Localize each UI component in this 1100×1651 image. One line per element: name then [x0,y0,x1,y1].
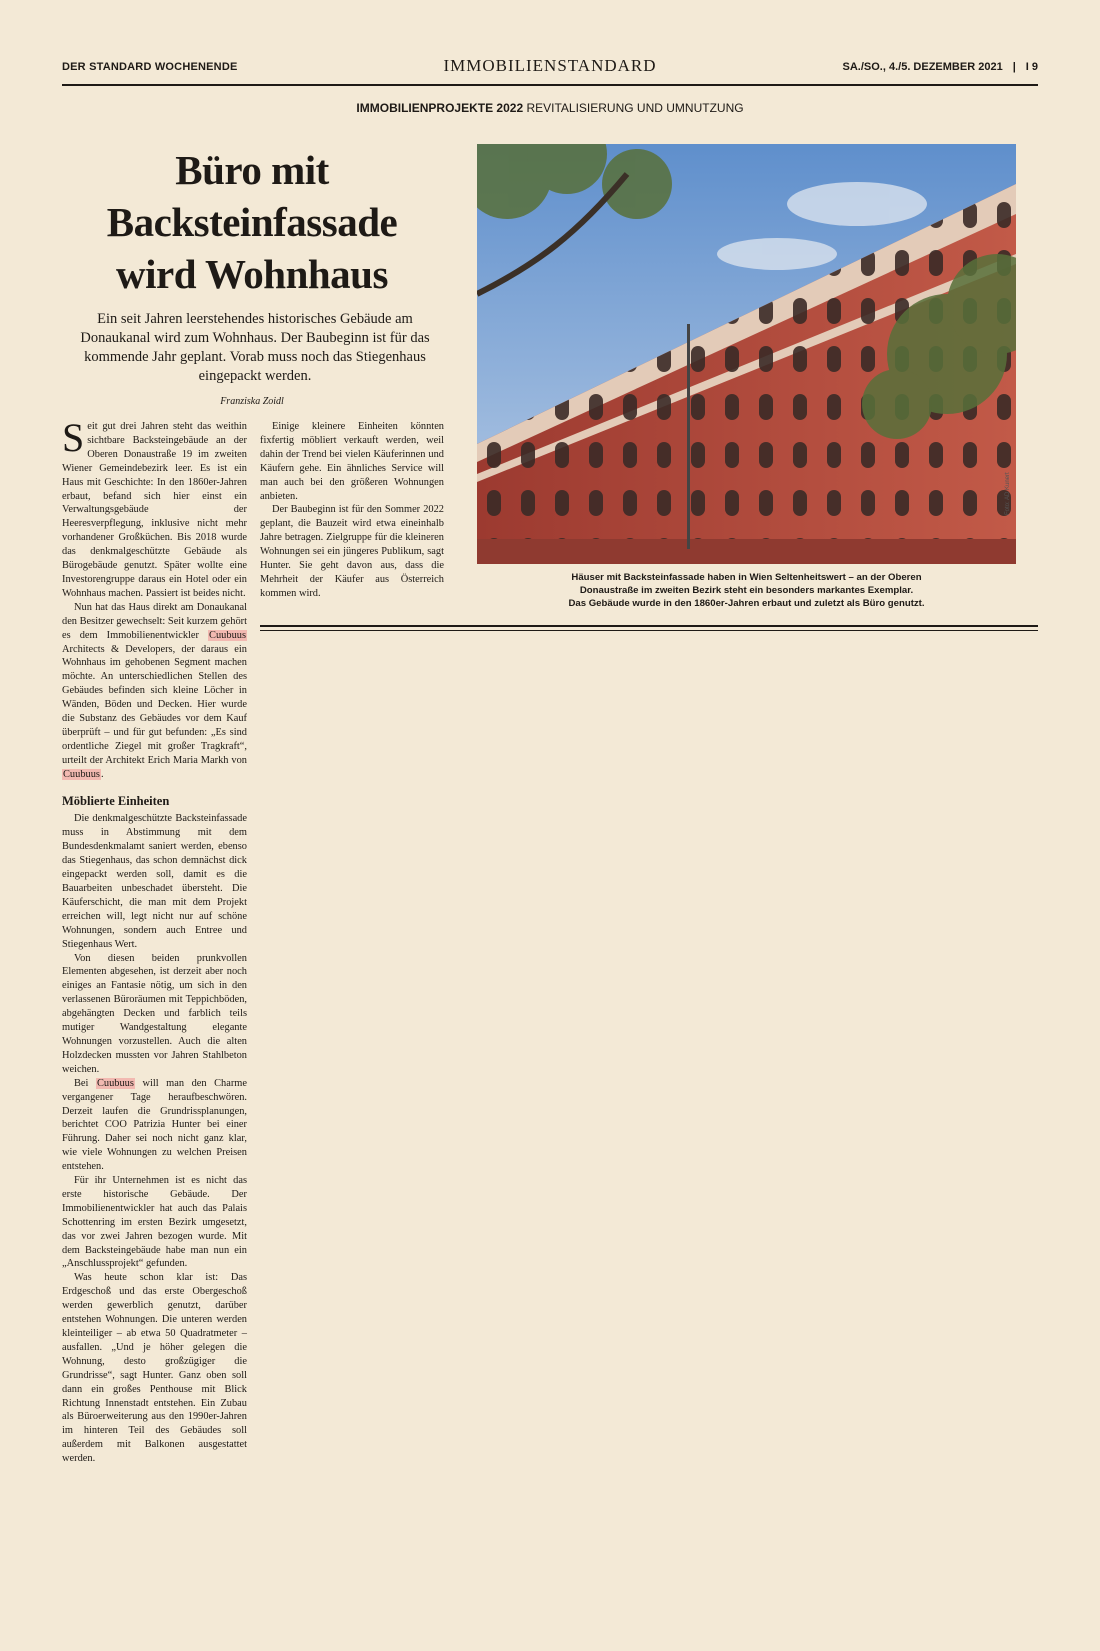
paragraph-7: Was heute schon klar ist: Das Erdgeschoß und das erste Obergeschoß werden gewerblich genutzt, darüber entstehen Wohnungen. Die unteren werden kleinteiliger – ab etwa 50 Quadratmeter – ausfallen. „Und je höher gelegen die Wohnung, desto großzügiger die Grundrisse“, sagt Hunter. Ganz oben soll dann ein großes Penthouse mit Blick Richtung Innenstadt entstehen. Ein Zubau als Büroerweiterung aus den 1990er-Jahren im hinteren Teil des Gebäudes soll außerdem mit Balkonen ausgestattet werden. [62,1272,247,1465]
highlight-cuubuus: Cuubuus [96,1077,134,1089]
date-separator: | [1012,61,1016,73]
header-rule [62,84,1038,86]
paragraph-2-text-c: . [100,768,104,780]
byline: Franziska Zoidl [220,396,284,407]
article-photo [477,144,1016,564]
headline-line-2: Backsteinfassade [106,199,398,245]
paragraph-3: Die denkmalgeschützte Backsteinfassade muss in Abstimmung mit dem Bundesdenkmalamt saniert werden, ebenso das Stiegenhaus, das schon demnächst dick eingepackt werden soll, damit es die Bauarbeiten unbeschadet übersteht. Die Käuferschicht, die man mit dem Projekt erreichen will, legt nicht nur auf schöne Wohnungen, sondern auch Entree und Stiegenhaus Wert. [62,813,247,950]
paragraph-5-text-b: will man den Charme vergangener Tage heraufbeschwören. Derzeit laufen die Grundrissplanungen, berichtet COO Patrizia Hunter bei einer Führung. Daher sei noch nicht ganz klar, wie viele Wohnungen zu welchen Preisen entstehen. [62,1077,247,1173]
subheading: Möblierte Einheiten [62,793,170,808]
paragraph-col2-1: Einige kleinere Einheiten könnten fixfertig möbliert verkauft werden, weil dahin der Trend bei vielen Käuferinnen und Käufern gehe. Ein ähnliches Service will man auch bei den größeren Wohnungen anbieten. [260,421,444,502]
paragraph-5 [62,1077,247,1174]
page-number: I 9 [1025,61,1038,73]
highlight-cuubuus: Cuubuus [63,768,100,780]
headline-line-1: Büro mit [175,147,329,193]
section-divider [260,625,1038,631]
kicker [62,101,1038,115]
kicker-rest: REVITALISIERUNG UND UMNUTZUNG [526,101,744,115]
paragraph-2-text-b: Architects & Developers, der daraus ein Wohnhaus im gehobenen Segment machen möchte. An unterschiedlichen Stellen des Gebäudes befinden sich kleine Löcher in Wänden, Böden und Decken. Hier wurde die Substanz des Gebäudes vor dem Kauf überprüft – und für gut befunden: „Es sind ordentliche Ziegel mit großer Tragkraft“, urteilt der Architekt Erich Maria Markh von [62,643,247,766]
headline-line-3: wird Wohnhaus [116,251,388,297]
paragraph-6: Für ihr Unternehmen ist es nicht das erste historische Gebäude. Der Immobilienentwickler hat auch das Palais Schottenring im ersten Bezirk umgesetzt, das vor zwei Jahren bezogen wurde. Mit dem Backsteingebäude habe man nun ein „Anschlussprojekt“ gefunden. [62,1175,247,1270]
issue-date [843,61,1038,73]
masthead: IMMOBILIENSTANDARD [443,56,657,75]
paragraph-4: Von diesen beiden prunkvollen Elementen abgesehen, ist derzeit aber noch einiges an Fantasie nötig, um sich in den verlassenen Büroräumen mit Teppichböden, abgehängten Decken und farblich teils mutiger Wandgestaltung elegante Wohnungen vorzustellen. Auch die alten Holzdecken mussten vor Jahren Stahlbeton weichen. [62,952,247,1075]
section-label: DER STANDARD WOCHENENDE [62,61,238,73]
photo-credit: Foto: AD Kunert [1005,472,1011,515]
paragraph-2-text-a: Nun hat das Haus direkt am Donaukanal den Besitzer gewechselt: Seit kurzem gehört es dem Immobilienentwickler [62,601,247,641]
article-column-2 [260,420,444,601]
caption-line-3: Das Gebäude wurde in den 1860er-Jahren erbaut und zuletzt als Büro genutzt. [568,598,925,609]
lede: Ein seit Jahren leerstehendes historisches Gebäude am Donaukanal wird zum Wohnhaus. Der Baubeginn ist für das kommende Jahr geplant. Vorab muss noch das Stiegenhaus eingepackt werden. [80,311,430,384]
caption-line-1: Häuser mit Backsteinfassade haben in Wien Seltenheitswert – an der Oberen [571,572,922,583]
paragraph-1-text: eit gut drei Jahren steht das weithin sichtbare Backsteingebäude an der Oberen Donaustraße 19 im zweiten Wiener Gemeindebezirk leer. Es ist ein Haus mit Geschichte: In den 1860er-Jahren erbaut, befand sich hier einst ein Verwaltungsgebäude der Heeresverpflegung, inklusive nicht mehr vorhandener Großküchen. Bis 2018 wurde das denkmalgeschützte Gebäude als Bürogebäude genutzt. Später wollte eine Investorengruppe daraus ein Hotel oder ein Wohnhaus machen. Passiert ist beides nicht. [62,421,247,599]
brick-building-image [477,144,1016,564]
photo-caption [477,571,1016,610]
paragraph-5-text-a: Bei [74,1077,96,1089]
drop-cap: S [62,415,85,460]
paragraph-col2-2: Der Baubeginn ist für den Sommer 2022 geplant, die Bauzeit wird etwa eineinhalb Jahre betragen. Zielgruppe für die kleineren Wohnungen sei ein jüngeres Publikum, sagt Hunter. Sie geht davon aus, dass die Mehrheit der Käufer aus Österreich kommen wird. [260,504,444,599]
paragraph-2 [62,601,247,782]
paragraph-1 [62,415,247,601]
highlight-cuubuus: Cuubuus [209,629,246,641]
article-column-1 [62,415,247,1466]
date-text: SA./SO., 4./5. DEZEMBER 2021 [842,61,1003,73]
kicker-bold: IMMOBILIENPROJEKTE 2022 [356,101,524,115]
headline [62,144,442,300]
caption-line-2: Donaustraße im zweiten Bezirk steht ein besonders markantes Exemplar. [579,585,914,596]
